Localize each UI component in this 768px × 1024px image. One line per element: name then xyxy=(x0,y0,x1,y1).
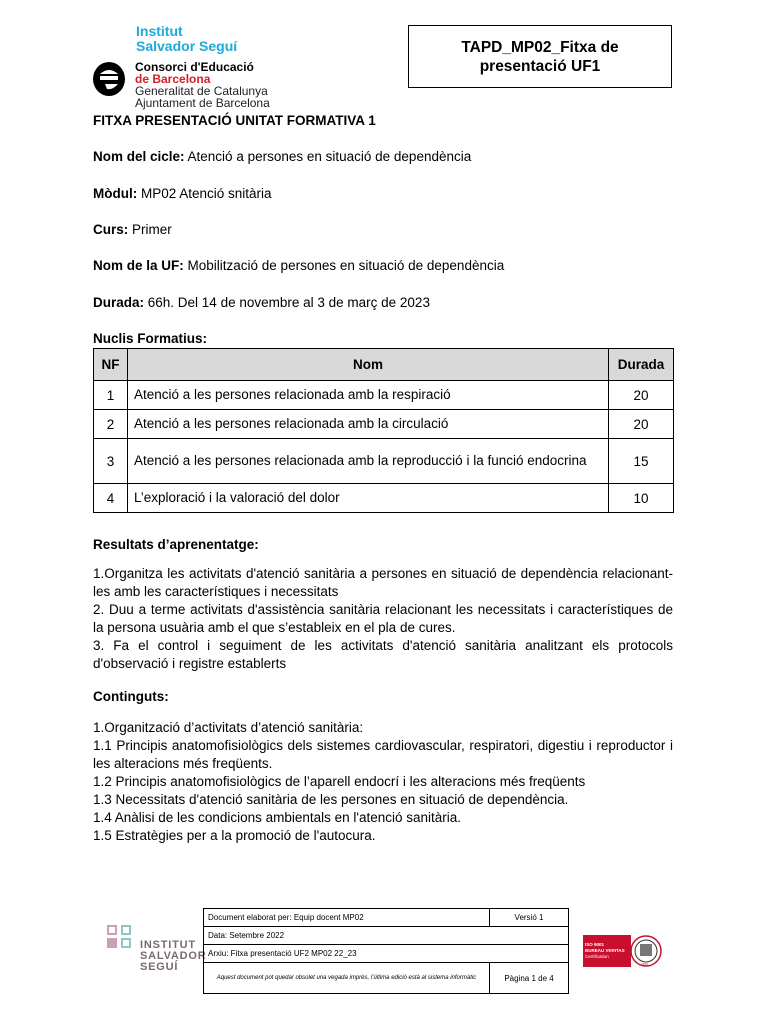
resultats-list xyxy=(93,565,673,673)
curs-label: Curs: xyxy=(93,222,129,237)
bv-name: BUREAU VERITAS xyxy=(585,948,625,953)
durada-value: 66h. Del 14 de novembre al 3 de març de 2023 xyxy=(144,295,430,310)
modul-label: Mòdul: xyxy=(93,186,138,201)
consorci-line4: Ajuntament de Barcelona xyxy=(135,96,270,110)
column-header-durada: Durada xyxy=(609,349,674,381)
table-row xyxy=(94,439,674,484)
list-item: 3. Fa el control i seguiment de les activitats d'atenció sanitària analitzant els protocols d'observació i registre establerts xyxy=(93,638,673,671)
footer-data: Data: Setembre 2022 xyxy=(204,927,569,945)
resultats-heading: Resultats d’aprenentatge: xyxy=(93,537,259,552)
consorci-e-logo-icon xyxy=(91,58,127,98)
consorci-logo-text xyxy=(135,61,270,109)
footer-logo-line1: INSTITUT xyxy=(140,939,196,951)
row-durada: 15 xyxy=(609,439,674,484)
footer-elaborat: Document elaborat per: Equip docent MP02 xyxy=(204,909,490,927)
table-header-row xyxy=(94,349,674,381)
bureau-veritas-logo xyxy=(583,935,663,967)
list-item: 1.5 Estratègies per a la promoció de l'autocura. xyxy=(93,828,376,843)
durada-label: Durada: xyxy=(93,295,145,310)
continguts-heading: Continguts: xyxy=(93,689,169,704)
uf-label: Nom de la UF: xyxy=(93,258,184,273)
row-nf: 4 xyxy=(94,484,128,513)
list-item: 1.4 Anàlisi de les condicions ambientals en l'atenció sanitària. xyxy=(93,810,462,825)
uf-value: Mobilització de persones en situació de dependència xyxy=(183,258,505,273)
row-nom: Atenció a les persones relacionada amb la circulació xyxy=(128,410,609,439)
fitxa-heading: FITXA PRESENTACIÓ UNITAT FORMATIVA 1 xyxy=(93,113,376,128)
row-nf: 1 xyxy=(94,381,128,410)
bv-iso: ISO 9001 xyxy=(585,942,605,947)
footer-logo-line3: SEGUÍ xyxy=(140,961,179,973)
nuclis-heading: Nuclis Formatius: xyxy=(93,331,208,346)
continguts-list xyxy=(93,719,673,845)
consorci-line1: Consorci d'Educació xyxy=(135,60,254,74)
list-item: 1.2 Principis anatomofisiològics de l’aparell endocrí i les alteracions més freqüents xyxy=(93,774,586,789)
list-item: 2. Duu a terme activitats d'assistència sanitària relacionant les necessitats i característiques de la persona usuària amb el que s’estableix en el pla de cures. xyxy=(93,602,673,635)
row-nom: Atenció a les persones relacionada amb la reproducció i la funció endocrina xyxy=(128,439,609,484)
table-row xyxy=(94,410,674,439)
footer-avis: Aquest document pot quedar obsolet una vegada imprès, l’última edició està al sistema informàtic xyxy=(204,963,490,994)
consorci-line2: de Barcelona xyxy=(135,72,211,86)
footer-institute-logo-text xyxy=(140,940,207,973)
cicle-label: Nom del cicle: xyxy=(93,149,185,164)
list-item: 1.1 Principis anatomofisiològics dels sistemes cardiovascular, respiratori, digestiu i reproductor i les alteracions més freqüents. xyxy=(93,738,673,771)
row-durada: 20 xyxy=(609,381,674,410)
table-row xyxy=(94,381,674,410)
curs-value: Primer xyxy=(128,222,172,237)
nuclis-table xyxy=(93,348,674,513)
row-nom: Atenció a les persones relacionada amb la respiració xyxy=(128,381,609,410)
cicle-line xyxy=(93,148,471,165)
footer-versio: Versió 1 xyxy=(490,909,569,927)
document-title: TAPD_MP02_Fitxa de presentació UF1 xyxy=(461,38,619,75)
column-header-nom: Nom xyxy=(128,349,609,381)
list-item: 1.Organitza les activitats d'atenció sanitària a persones en situació de dependència relacionant-les amb les característiques i necessitats xyxy=(93,566,673,599)
list-item: 1.Organització d’activitats d’atenció sanitària: xyxy=(93,720,364,735)
table-row xyxy=(94,484,674,513)
row-nom: L’exploració i la valoració del dolor xyxy=(128,484,609,513)
bv-year: 1828 xyxy=(641,962,648,966)
cicle-value: Atenció a persones en situació de dependència xyxy=(184,149,472,164)
document-title-box xyxy=(408,25,672,88)
list-item: 1.3 Necessitats d'atenció sanitària de les persones en situació de dependència. xyxy=(93,792,569,807)
footer-info-table xyxy=(203,908,569,994)
institute-name-line1: Institut xyxy=(136,23,183,39)
modul-value: MP02 Atenció snitària xyxy=(137,186,272,201)
row-nf: 2 xyxy=(94,410,128,439)
footer-pagina: Pàgina 1 de 4 xyxy=(490,963,569,994)
footer-logo-line2: SALVADOR xyxy=(140,950,207,962)
curs-line xyxy=(93,221,172,238)
institute-name-line2: Salvador Seguí xyxy=(136,38,238,54)
bv-red-block xyxy=(583,935,631,967)
durada-line xyxy=(93,294,430,311)
uf-line xyxy=(93,257,504,274)
modul-line xyxy=(93,185,272,202)
footer-arxiu: Arxiu: Fitxa presentació UF2 MP02 22_23 xyxy=(204,945,569,963)
row-durada: 20 xyxy=(609,410,674,439)
row-nf: 3 xyxy=(94,439,128,484)
row-durada: 10 xyxy=(609,484,674,513)
institute-logo-text xyxy=(136,24,237,54)
column-header-nf: NF xyxy=(94,349,128,381)
bv-cert: Certification xyxy=(585,954,609,959)
consorci-line3: Generalitat de Catalunya xyxy=(135,84,268,98)
